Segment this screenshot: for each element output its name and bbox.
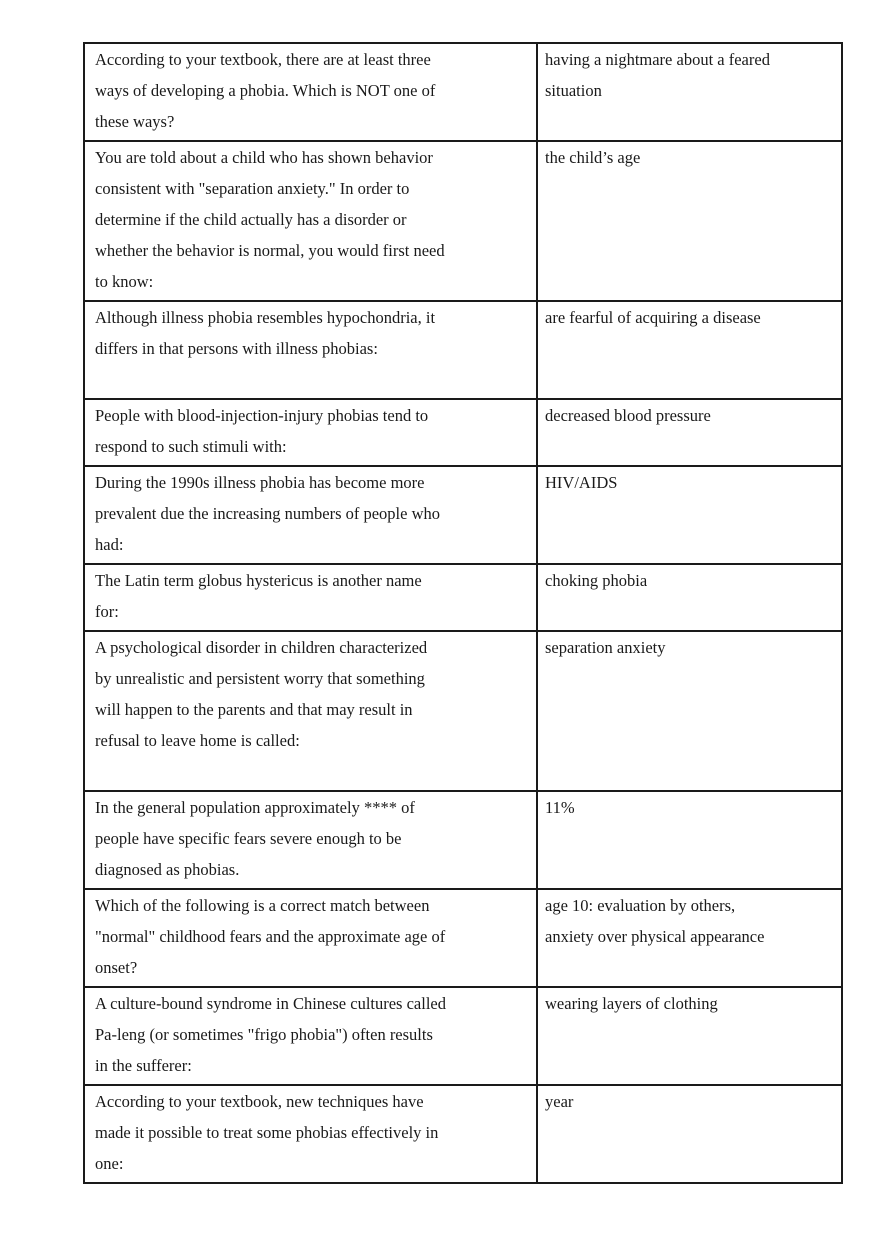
- question-cell: Which of the following is a correct match between "normal" childhood fears and the approximate age of onset?: [84, 889, 537, 987]
- answer-cell: decreased blood pressure: [537, 399, 842, 466]
- question-cell: According to your textbook, new techniques have made it possible to treat some phobias effectively in one:: [84, 1085, 537, 1183]
- table-row: [84, 141, 842, 301]
- question-cell: Although illness phobia resembles hypochondria, it differs in that persons with illness phobias:: [84, 301, 537, 399]
- table-row: [84, 631, 842, 791]
- table-row: [84, 466, 842, 564]
- answer-cell: having a nightmare about a feared situation: [537, 43, 842, 141]
- table-row: [84, 1085, 842, 1183]
- question-cell: People with blood-injection-injury phobias tend to respond to such stimuli with:: [84, 399, 537, 466]
- table-row: [84, 791, 842, 889]
- answer-cell: choking phobia: [537, 564, 842, 631]
- answer-cell: wearing layers of clothing: [537, 987, 842, 1085]
- table-row: [84, 301, 842, 399]
- question-cell: A psychological disorder in children characterized by unrealistic and persistent worry that something will happen to the parents and that may result in refusal to leave home is called:: [84, 631, 537, 791]
- question-cell: A culture-bound syndrome in Chinese cultures called Pa-leng (or sometimes "frigo phobia") often results in the sufferer:: [84, 987, 537, 1085]
- qa-table: [83, 42, 843, 1184]
- answer-cell: year: [537, 1085, 842, 1183]
- table-row: [84, 564, 842, 631]
- table-row: [84, 43, 842, 141]
- table-row: [84, 987, 842, 1085]
- table-row: [84, 889, 842, 987]
- question-cell: During the 1990s illness phobia has become more prevalent due the increasing numbers of people who had:: [84, 466, 537, 564]
- answer-cell: separation anxiety: [537, 631, 842, 791]
- answer-cell: HIV/AIDS: [537, 466, 842, 564]
- question-cell: In the general population approximately **** of people have specific fears severe enough to be diagnosed as phobias.: [84, 791, 537, 889]
- table-row: [84, 399, 842, 466]
- question-cell: According to your textbook, there are at least three ways of developing a phobia. Which is NOT one of these ways?: [84, 43, 537, 141]
- question-cell: The Latin term globus hystericus is another name for:: [84, 564, 537, 631]
- answer-cell: age 10: evaluation by others, anxiety over physical appearance: [537, 889, 842, 987]
- answer-cell: are fearful of acquiring a disease: [537, 301, 842, 399]
- question-cell: You are told about a child who has shown behavior consistent with "separation anxiety." In order to determine if the child actually has a disorder or whether the behavior is normal, you would first need to know:: [84, 141, 537, 301]
- answer-cell: the child’s age: [537, 141, 842, 301]
- answer-cell: 11%: [537, 791, 842, 889]
